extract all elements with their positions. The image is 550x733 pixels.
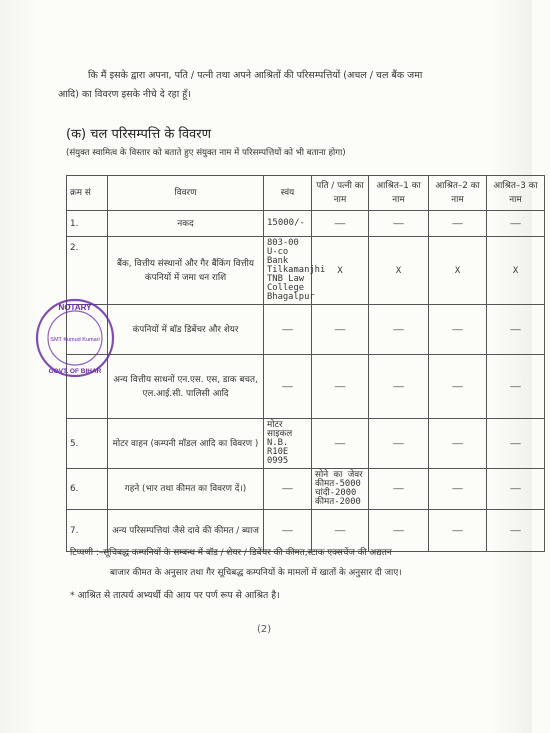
cell-self: 803-00 U-co Bank Tilkamanjhi TNB Law College Bhagalpur bbox=[264, 237, 312, 305]
cell-self: —— bbox=[264, 355, 312, 419]
cell-description: नकद bbox=[108, 211, 264, 237]
cell-dependent-2: —— bbox=[429, 419, 487, 469]
cell-dependent-3: —— bbox=[487, 419, 545, 469]
cell-dependent-1: —— bbox=[369, 510, 429, 552]
cell-dependent-1: —— bbox=[369, 355, 429, 419]
cell-dependent-2: —— bbox=[429, 355, 487, 419]
cell-description: गहने (भार तथा कीमत का विवरण दें।) bbox=[108, 469, 264, 510]
cell-serial: 2. bbox=[67, 237, 108, 305]
intro-line-2: आदि) का विवरण इसके नीचे दे रहा हूँ। bbox=[58, 89, 191, 100]
cell-dependent-2: —— bbox=[429, 211, 487, 237]
header-self: स्वंय bbox=[264, 176, 312, 211]
table-row bbox=[67, 419, 545, 469]
cell-spouse: —— bbox=[312, 355, 369, 419]
cell-self: —— bbox=[264, 510, 312, 552]
section-note: (संयुक्त स्वामित्व के विस्तार को बताते हुए संयुक्त नाम में परिसम्पत्तियों को भी बताना होगा) bbox=[66, 148, 346, 158]
cell-dependent-3: —— bbox=[487, 305, 545, 355]
cell-dependent-1: —— bbox=[369, 419, 429, 469]
section-heading: (क) चल परिसम्पत्ति के विवरण bbox=[66, 127, 211, 142]
footer-note-line-1: टिप्पणी :–सूचिबद्ध कम्पनियों के सम्बन्ध में बॉड / शेयर / डिबेंचर की कीमत,स्टाक एक्सचेंज की अद्यतन bbox=[70, 548, 392, 558]
footer-note-line-2: बाजार कीमत के अनुसार तथा गैर सूचिबद्ध कम्पनियों के मामलों में खातों के अनुसार दी जाए। bbox=[110, 568, 402, 578]
cell-spouse: X bbox=[312, 237, 369, 305]
cell-spouse: सोने का जेवर कीमत-5000 चांदी-2000 कीमत-2000 bbox=[312, 469, 369, 510]
cell-description: कंपनियों में बॉड डिबेंचर और शेयर bbox=[108, 305, 264, 355]
cell-dependent-1: —— bbox=[369, 211, 429, 237]
cell-spouse: —— bbox=[312, 305, 369, 355]
cell-serial: 1. bbox=[67, 211, 108, 237]
intro-line-1: कि मैं इसके द्वारा अपना, पति / पत्नी तथा अपने आश्रितों की परिसम्पत्तियों (अचल / चल बैंक जमा bbox=[88, 70, 423, 81]
table-row bbox=[67, 355, 545, 419]
table-row bbox=[67, 469, 545, 510]
table-row bbox=[67, 305, 545, 355]
cell-description: अन्य परिसम्पत्तियां जैसे दावे की कीमत / ब्याज bbox=[108, 510, 264, 552]
header-spouse: पति / पत्नी का नाम bbox=[312, 176, 369, 211]
cell-dependent-3: —— bbox=[487, 469, 545, 510]
cell-description: मोटर वाहन (कम्पनी मॉडल आदि का विवरण ) bbox=[108, 419, 264, 469]
stamp-text-bottom: GOVT. OF BIHAR bbox=[48, 368, 102, 375]
cell-description: बैंक, वित्तीय संस्थानों और गैर बैंकिंग वित्तीय कंपनियों में जमा धन राशि bbox=[108, 237, 264, 305]
cell-dependent-2: —— bbox=[429, 305, 487, 355]
table-row bbox=[67, 211, 545, 237]
table-row bbox=[67, 237, 545, 305]
header-description: विवरण bbox=[108, 176, 264, 211]
cell-dependent-1: —— bbox=[369, 305, 429, 355]
cell-description: अन्य वित्तीय साधनों एन.एस. एस, डाक बचत, एल.आई.सी. पालिसी आदि bbox=[108, 355, 264, 419]
cell-dependent-3: —— bbox=[487, 510, 545, 552]
cell-dependent-2: —— bbox=[429, 469, 487, 510]
cell-serial: 7. bbox=[67, 510, 108, 552]
header-serial: क्रम सं bbox=[67, 176, 108, 211]
cell-serial: 6. bbox=[67, 469, 108, 510]
cell-serial: 5. bbox=[67, 419, 108, 469]
header-dependent-3: आश्रित–3 का नाम bbox=[487, 176, 545, 211]
table-header-row bbox=[67, 176, 545, 211]
cell-spouse: —— bbox=[312, 419, 369, 469]
cell-dependent-3: —— bbox=[487, 211, 545, 237]
cell-spouse: —— bbox=[312, 510, 369, 552]
stamp-text-top: NOTARY bbox=[58, 303, 92, 312]
cell-dependent-3: —— bbox=[487, 355, 545, 419]
cell-dependent-1: —— bbox=[369, 469, 429, 510]
cell-self: मोटर साइकल N.B. R10E 0995 bbox=[264, 419, 312, 469]
intro-paragraph bbox=[58, 66, 503, 104]
cell-self: —— bbox=[264, 305, 312, 355]
cell-dependent-2: X bbox=[429, 237, 487, 305]
cell-dependent-2: —— bbox=[429, 510, 487, 552]
header-dependent-1: आश्रित–1 का नाम bbox=[369, 176, 429, 211]
stamp-text-middle: SMT Kumud Kumari bbox=[50, 337, 100, 343]
cell-dependent-1: X bbox=[369, 237, 429, 305]
header-dependent-2: आश्रित–2 का नाम bbox=[429, 176, 487, 211]
cell-self: —— bbox=[264, 469, 312, 510]
movable-assets-table bbox=[66, 175, 545, 552]
footer-dependent-note: * आश्रित से तात्पर्य अभ्यर्थी की आय पर पर्ण रूप से आश्रित है। bbox=[70, 590, 280, 601]
cell-self: 15000/- bbox=[264, 211, 312, 237]
cell-dependent-3: X bbox=[487, 237, 545, 305]
cell-spouse: —— bbox=[312, 211, 369, 237]
page-number: (2) bbox=[257, 624, 272, 635]
notary-stamp bbox=[34, 297, 116, 379]
